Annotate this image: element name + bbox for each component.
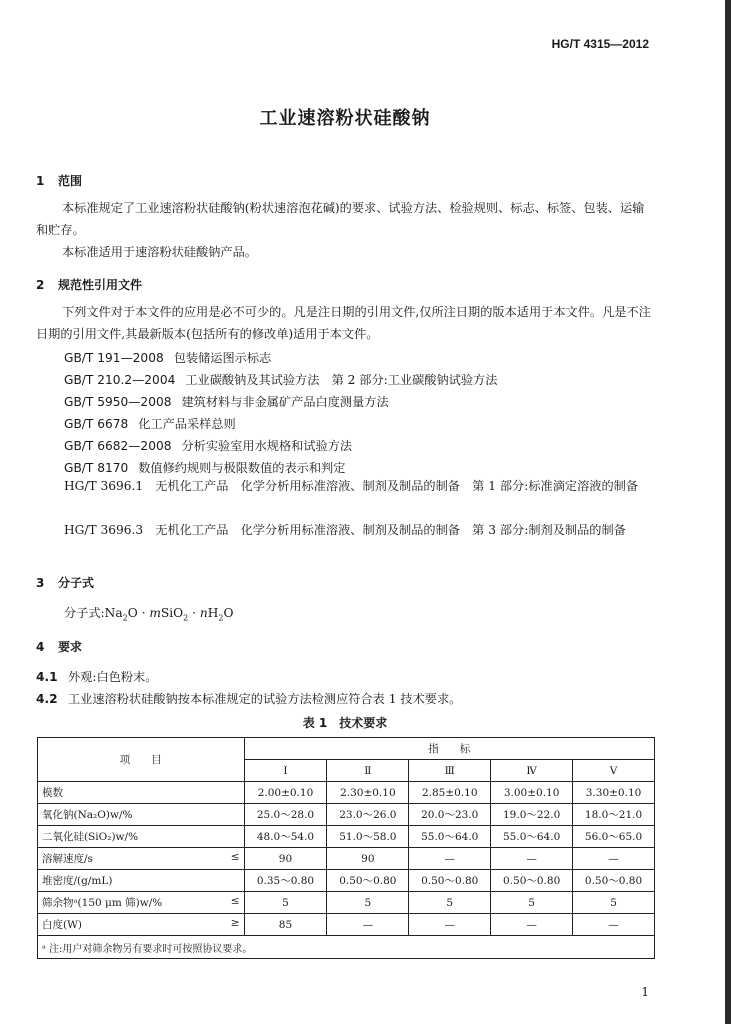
section-1-paragraph-1: 本标准规定了工业速溶粉状硅酸钠(粉状速溶泡花碱)的要求、试验方法、检验规则、标志、标签、包装、运输和贮存。 xyxy=(36,201,645,237)
standard-number: HG/T 4315—2012 xyxy=(551,37,649,51)
reference-title: 包装储运图示标志 xyxy=(173,351,272,365)
row-label xyxy=(38,870,245,892)
table-row xyxy=(38,782,655,804)
reference-item xyxy=(64,459,345,476)
row-value: 0.50～0.80 xyxy=(573,870,655,892)
section-number: 1 xyxy=(36,174,45,188)
row-value: 0.50～0.80 xyxy=(327,870,409,892)
table-row xyxy=(38,848,655,870)
section-title: 范围 xyxy=(58,174,83,188)
row-label-text: 堆密度/(g/mL) xyxy=(42,875,113,887)
row-value: — xyxy=(491,914,573,936)
formula-label: 分子式: xyxy=(64,606,105,620)
row-value: 51.0～58.0 xyxy=(327,826,409,848)
reference-item xyxy=(64,437,352,454)
row-value: 3.00±0.10 xyxy=(491,782,573,804)
grade-header: Ⅱ xyxy=(327,760,409,782)
index-header: 指 标 xyxy=(244,738,654,760)
row-label-text: 模数 xyxy=(42,787,63,799)
row-value: 5 xyxy=(409,892,491,914)
table-header-row xyxy=(38,738,655,760)
row-value: 5 xyxy=(573,892,655,914)
row-operator: ≥ xyxy=(230,917,240,929)
row-value: — xyxy=(573,848,655,870)
formula-expression: $Na_2O$ · mSiO$_2$ · $nH_2O$ xyxy=(104,606,234,623)
reference-code: GB/T 5950—2008 xyxy=(64,395,172,409)
document-title: 工业速溶粉状硅酸钠 xyxy=(259,108,431,129)
reference-item xyxy=(64,393,389,410)
section-title: 要求 xyxy=(58,640,83,654)
row-value: 3.30±0.10 xyxy=(573,782,655,804)
row-value: 0.50～0.80 xyxy=(409,870,491,892)
row-label xyxy=(38,892,245,914)
molecular-formula xyxy=(64,604,233,622)
section-3-heading xyxy=(36,574,94,591)
row-value: 55.0～64.0 xyxy=(491,826,573,848)
row-value: 0.50～0.80 xyxy=(491,870,573,892)
section-1-paragraph-2: 本标准适用于速溶粉状硅酸钠产品。 xyxy=(62,245,257,259)
technical-requirements-table xyxy=(37,737,655,959)
table-row xyxy=(38,914,655,936)
reference-item-long-2: HG/T 3696.3 无机化工产品 化学分析用标准溶液、制剂及制品的制备 第 3 部分:制剂及制品的制备 xyxy=(64,523,626,537)
row-label-text: 筛余物ᵃ(150 μm 筛)w/% xyxy=(42,897,163,909)
row-value: 19.0～22.0 xyxy=(491,804,573,826)
row-value: 5 xyxy=(491,892,573,914)
row-label xyxy=(38,914,245,936)
item-header: 项 目 xyxy=(38,738,245,782)
row-value: 56.0～65.0 xyxy=(573,826,655,848)
reference-item-long-1: HG/T 3696.1 无机化工产品 化学分析用标准溶液、制剂及制品的制备 第 1 部分:标准滴定溶液的制备 xyxy=(64,479,639,493)
row-value: 55.0～64.0 xyxy=(409,826,491,848)
row-value: 85 xyxy=(244,914,327,936)
row-label xyxy=(38,848,245,870)
reference-item xyxy=(64,349,271,366)
row-value: 90 xyxy=(327,848,409,870)
row-label-text: 白度(W) xyxy=(42,919,82,931)
section-number: 4 xyxy=(36,640,45,654)
reference-code: GB/T 8170 xyxy=(64,461,129,475)
reference-title: 数值修约规则与极限数值的表示和判定 xyxy=(138,461,346,475)
clause-number: 4.1 xyxy=(36,670,58,684)
row-label xyxy=(38,826,245,848)
grade-header: Ⅳ xyxy=(491,760,573,782)
grade-header: Ⅰ xyxy=(244,760,327,782)
row-value: 25.0～28.0 xyxy=(244,804,327,826)
table-row xyxy=(38,870,655,892)
clause-number: 4.2 xyxy=(36,692,58,706)
reference-item xyxy=(64,371,497,388)
table-caption: 表 1 技术要求 xyxy=(302,716,388,730)
row-label xyxy=(38,782,245,804)
row-value: 90 xyxy=(244,848,327,870)
row-value: 23.0～26.0 xyxy=(327,804,409,826)
row-value: — xyxy=(327,914,409,936)
scan-edge xyxy=(725,0,731,1024)
row-value: — xyxy=(409,914,491,936)
row-value: 5 xyxy=(244,892,327,914)
clause-text: 外观:白色粉末。 xyxy=(68,670,158,684)
reference-code: GB/T 6678 xyxy=(64,417,129,431)
reference-title: 建筑材料与非金属矿产品白度测量方法 xyxy=(181,395,389,409)
reference-item xyxy=(64,415,236,432)
table-footnote: ᵃ 注:用户对筛余物另有要求时可按照协议要求。 xyxy=(38,936,655,959)
table-row xyxy=(38,826,655,848)
row-value: 2.30±0.10 xyxy=(327,782,409,804)
reference-code: GB/T 210.2—2004 xyxy=(64,373,176,387)
row-value: — xyxy=(409,848,491,870)
row-value: — xyxy=(573,914,655,936)
table-row xyxy=(38,892,655,914)
table-row xyxy=(38,804,655,826)
section-2-intro: 下列文件对于本文件的应用是必不可少的。凡是注日期的引用文件,仅所注日期的版本适用于本文件。凡是不注日期的引用文件,其最新版本(包括所有的修改单)适用于本文件。 xyxy=(36,305,651,341)
section-4-heading xyxy=(36,638,82,655)
grade-header: Ⅲ xyxy=(409,760,491,782)
table-note-row xyxy=(38,936,655,959)
clause-text: 工业速溶粉状硅酸钠按本标准规定的试验方法检测应符合表 1 技术要求。 xyxy=(68,692,462,706)
row-label-text: 溶解速度/s xyxy=(42,853,93,865)
reference-code: GB/T 6682—2008 xyxy=(64,439,172,453)
row-label xyxy=(38,804,245,826)
section-number: 3 xyxy=(36,576,45,590)
clause-4-1 xyxy=(36,668,157,685)
clause-4-2 xyxy=(36,690,461,707)
row-operator: ≤ xyxy=(230,895,240,907)
row-value: 2.00±0.10 xyxy=(244,782,327,804)
row-value: 5 xyxy=(327,892,409,914)
page-number: 1 xyxy=(641,985,649,999)
grade-header: Ⅴ xyxy=(573,760,655,782)
section-1-heading xyxy=(36,172,82,189)
row-value: 0.35～0.80 xyxy=(244,870,327,892)
reference-title: 分析实验室用水规格和试验方法 xyxy=(181,439,353,453)
section-title: 规范性引用文件 xyxy=(58,278,143,292)
section-number: 2 xyxy=(36,278,45,292)
row-value: 18.0～21.0 xyxy=(573,804,655,826)
reference-title: 工业碳酸钠及其试验方法 第 2 部分:工业碳酸钠试验方法 xyxy=(185,373,498,387)
row-label-text: 氧化钠(Na₂O)w/% xyxy=(42,809,133,821)
row-value: — xyxy=(491,848,573,870)
row-label-text: 二氧化硅(SiO₂)w/% xyxy=(42,831,139,843)
section-title: 分子式 xyxy=(58,576,95,590)
row-operator: ≤ xyxy=(230,851,240,863)
row-value: 48.0～54.0 xyxy=(244,826,327,848)
reference-title: 化工产品采样总则 xyxy=(138,417,236,431)
section-2-heading xyxy=(36,276,142,293)
row-value: 20.0～23.0 xyxy=(409,804,491,826)
row-value: 2.85±0.10 xyxy=(409,782,491,804)
reference-code: GB/T 191—2008 xyxy=(64,351,164,365)
